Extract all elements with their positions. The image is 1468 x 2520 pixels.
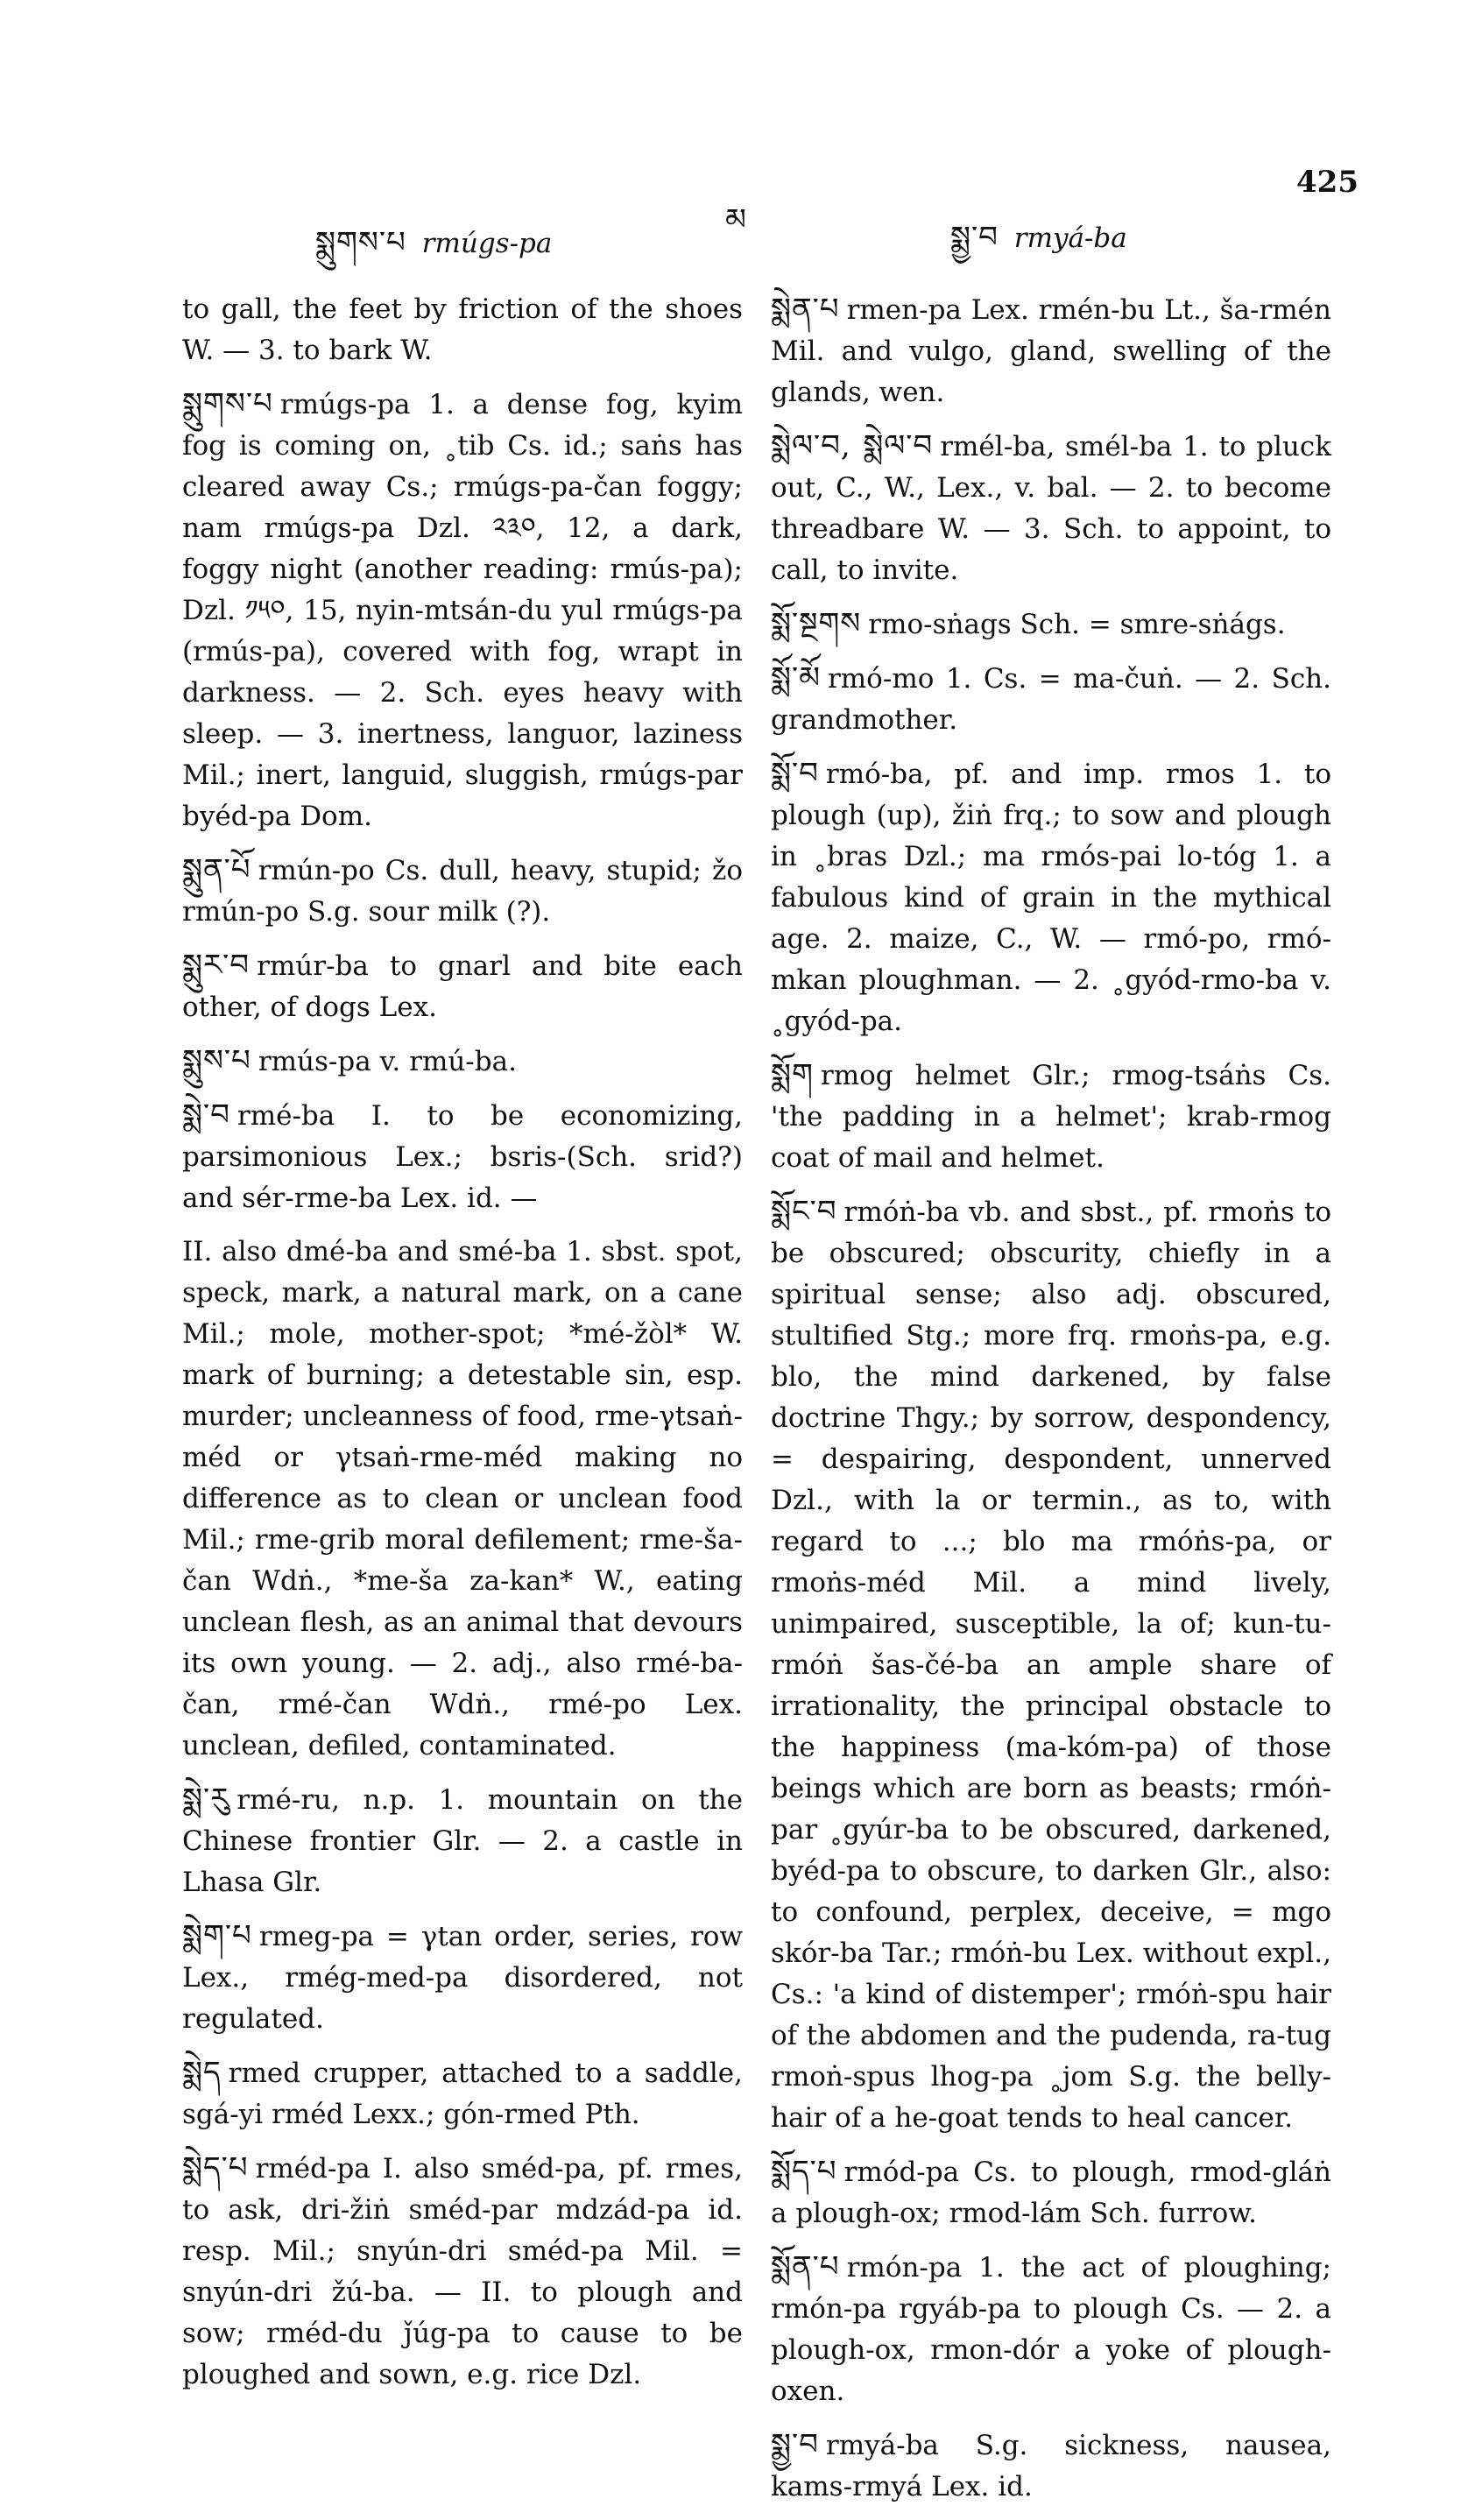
- entry-tibetan-headword: སྨེག་པ: [182, 1918, 252, 1953]
- entry-tibetan-headword: སྨེ་རུ: [182, 1782, 230, 1817]
- entry-tibetan-headword: སྨེན་པ: [771, 292, 840, 327]
- dictionary-entry: [771, 1055, 1331, 1179]
- entry-tibetan-headword: སྨོན་པ: [771, 2249, 840, 2284]
- entry-text: rmúgs-pa 1. a dense fog, kyim fog is coming on, ˳tib Cs. id.; saṅs has cleared away Cs.; rmúgs-pa-čan foggy; nam rmúgs-pa Dzl. ༢༣༠, 12, a dark, foggy night (another reading: rmús-pa); Dzl. ༡༥༠, 15, nyin-mtsán-du yul rmúgs-pa (rmús-pa), covered with fog, wrapt in darkness. — 2. Sch. eyes heavy with sleep. — 3. inertness, languor, laziness Mil.; inert, languid, sluggish, rmúgs-par byéd-pa Dom.: [182, 389, 743, 832]
- entry-text: rméd-pa I. also sméd-pa, pf. rmes, to ask, dri-žiṅ sméd-par mdzád-pa id. resp. Mil.; snyún-dri sméd-pa Mil. = snyún-dri žú-ba. — II. to plough and sow; rméd-du ǰúg-pa to cause to be ploughed and sown, e.g. rice Dzl.: [182, 2153, 743, 2390]
- left-head-roman: rmúgs-pa: [421, 228, 553, 259]
- dictionary-entry: [182, 1041, 743, 1083]
- left-head-tibetan: སྨུགས་པ: [315, 225, 406, 260]
- entry-text: rmé-ba I. to be economizing, parsimonious Lex.; bsris-(Sch. srid?) and sér-rme-ba Lex. id. —: [182, 1100, 743, 1214]
- entry-tibetan-headword: སྨུགས་པ: [182, 386, 273, 421]
- dictionary-entry: [771, 2425, 1331, 2508]
- left-column: [182, 289, 743, 2408]
- entry-tibetan-headword: སྨུས་པ: [182, 1043, 251, 1078]
- right-running-head: [950, 203, 1127, 287]
- entry-text: rmúr-ba to gnarl and bite each other, of dogs Lex.: [182, 950, 743, 1023]
- dictionary-entry: [182, 1232, 743, 1767]
- dictionary-entry: [182, 384, 743, 837]
- entry-text: rmél-ba, smél-ba 1. to pluck out, C., W., Lex., v. bal. — 2. to become threadbare W. — 3. Sch. to appoint, to call, to invite.: [771, 431, 1331, 586]
- entry-tibetan-headword: སྨོག: [771, 1057, 814, 1092]
- section-letter: མ: [725, 202, 747, 237]
- entry-tibetan-headword: སྨེལ་བ, སྨེལ་བ: [771, 428, 934, 463]
- dictionary-entry: [771, 289, 1331, 413]
- running-header: [0, 147, 1468, 260]
- entry-text: rmé-ru, n.p. 1. mountain on the Chinese frontier Glr. — 2. a castle in Lhasa Glr.: [182, 1784, 743, 1898]
- entry-text: rmen-pa Lex. rmén-bu Lt., ša-rmén Mil. and vulgo, gland, swelling of the glands, wen.: [771, 294, 1331, 408]
- entry-text: rmús-pa v. rmú-ba.: [258, 1046, 517, 1077]
- entry-tibetan-headword: སྨོད་པ: [771, 2154, 837, 2189]
- entry-text: rmó-mo 1. Cs. = ma-čuṅ. — 2. Sch. grandmother.: [771, 663, 1331, 736]
- entry-text: rmóṅ-ba vb. and sbst., pf. rmoṅs to be obscured; obscurity, chiefly in a spiritual sense; also adj. obscured, stultified Stg.; more frq. rmoṅs-pa, e.g. blo, the mind darkened, by false doctrine Thgy.; by sorrow, despondency, = despairing, despondent, unnerved Dzl., with la or termin., as to, with regard to ...; blo ma rmóṅs-pa, or rmoṅs-méd Mil. a mind lively, unimpaired, susceptible, la of; kun-tu-rmóṅ šas-čé-ba an ample share of irrationality, the principal obstacle to the happiness (ma-kóm-pa) of those beings which are born as beasts; rmóṅ-par ˳gyúr-ba to be obscured, darkened, byéd-pa to obscure, to darken Glr., also: to confound, perplex, deceive, = mgo skór-ba Tar.; rmóṅ-bu Lex. without expl., Cs.: 'a kind of distemper'; rmóṅ-spu hair of the abdomen and the pudenda, ra-tug rmoṅ-spus lhog-pa ˳jom S.g. the belly-hair of a he-goat tends to heal cancer.: [771, 1196, 1331, 2134]
- entry-tibetan-headword: སྨེ་བ: [182, 1098, 230, 1133]
- entry-text: rmo-sṅags Sch. = smre-sṅágs.: [868, 609, 1286, 640]
- dictionary-entry: [182, 2148, 743, 2396]
- entry-text: rmeg-pa = γtan order, series, row Lex., rmég-med-pa disordered, not regulated.: [182, 1921, 743, 2035]
- dictionary-entry: [182, 289, 743, 371]
- dictionary-entry: [771, 753, 1331, 1042]
- dictionary-entry: [771, 426, 1331, 591]
- entry-tibetan-headword: སྨུར་བ: [182, 948, 251, 983]
- dictionary-entry: [182, 945, 743, 1028]
- right-head-roman: rmyá-ba: [1013, 222, 1127, 254]
- entry-tibetan-headword: སྨྱ་བ: [771, 2427, 819, 2462]
- dictionary-entry: [182, 1916, 743, 2040]
- entry-tibetan-headword: སྨོ་བ: [771, 756, 819, 791]
- dictionary-entry: [771, 1191, 1331, 2139]
- entry-tibetan-headword: སྨུན་པོ: [182, 852, 251, 887]
- entry-tibetan-headword: སྨོང་བ: [771, 1194, 837, 1229]
- dictionary-entry: [182, 1095, 743, 1219]
- dictionary-entry: [182, 2052, 743, 2135]
- entry-tibetan-headword: སྨེད་པ: [182, 2150, 249, 2185]
- entry-tibetan-headword: སྨེད: [182, 2055, 222, 2090]
- entry-text: rmog helmet Glr.; rmog-tsáṅs Cs. 'the padding in a helmet'; krab-rmog coat of mail and helmet.: [771, 1060, 1331, 1174]
- entry-text: rmón-pa 1. the act of ploughing; rmón-pa rgyáb-pa to plough Cs. — 2. a plough-ox, rmon-dór a yoke of plough-oxen.: [771, 2252, 1331, 2407]
- entry-text: rmó-ba, pf. and imp. rmos 1. to plough (up), žiṅ frq.; to sow and plough in ˳bras Dzl.; ma rmós-pai lo-tóg 1. a fabulous kind of grain in the mythical age. 2. maize, C., W. — rmó-po, rmó-mkan ploughman. — 2. ˳gyód-rmo-ba v. ˳gyód-pa.: [771, 759, 1331, 1037]
- page-number: 425: [1296, 165, 1359, 200]
- entry-text: II. also dmé-ba and smé-ba 1. sbst. spot, speck, mark, a natural mark, on a cane Mil.; mole, mother-spot; *mé-žòl* W. mark of burning; a detestable sin, esp. murder; uncleanness of food, rme-γtsaṅ-méd or γtsaṅ-rme-méd making no difference as to clean or unclean food Mil.; rme-grib moral defilement; rme-ša-čan Wdṅ., *me-ša za-kan* W., eating unclean flesh, as an animal that devours its own young. — 2. adj., also rmé-ba-čan, rmé-čan Wdṅ., rmé-po Lex. unclean, defiled, contaminated.: [182, 1236, 743, 1761]
- entry-text: rmód-pa Cs. to plough, rmod-gláṅ a plough-ox; rmod-lám Sch. furrow.: [771, 2156, 1331, 2229]
- dictionary-entry: [182, 1779, 743, 1903]
- dictionary-entry: [771, 604, 1331, 646]
- dictionary-entry: [182, 850, 743, 933]
- entry-text: rmyá-ba S.g. sickness, nausea, kams-rmyá Lex. id.: [771, 2430, 1331, 2502]
- dictionary-entry: [771, 2151, 1331, 2234]
- right-head-tibetan: སྨྱ་བ: [950, 220, 999, 255]
- entry-text: rmed crupper, attached to a saddle, sgá-yi rméd Lexx.; gón-rmed Pth.: [182, 2058, 743, 2130]
- entry-tibetan-headword: སྨོ་སྔགས: [771, 606, 862, 641]
- left-running-head: [315, 208, 552, 293]
- entry-text: to gall, the feet by friction of the shoes W. — 3. to bark W.: [182, 293, 743, 366]
- dictionary-entry: [771, 2247, 1331, 2412]
- dictionary-entry: [771, 658, 1331, 741]
- entry-tibetan-headword: སྨོ་མོ: [771, 660, 821, 695]
- entry-text: rmún-po Cs. dull, heavy, stupid; žo rmún-po S.g. sour milk (?).: [182, 855, 743, 928]
- right-column: [771, 289, 1331, 2520]
